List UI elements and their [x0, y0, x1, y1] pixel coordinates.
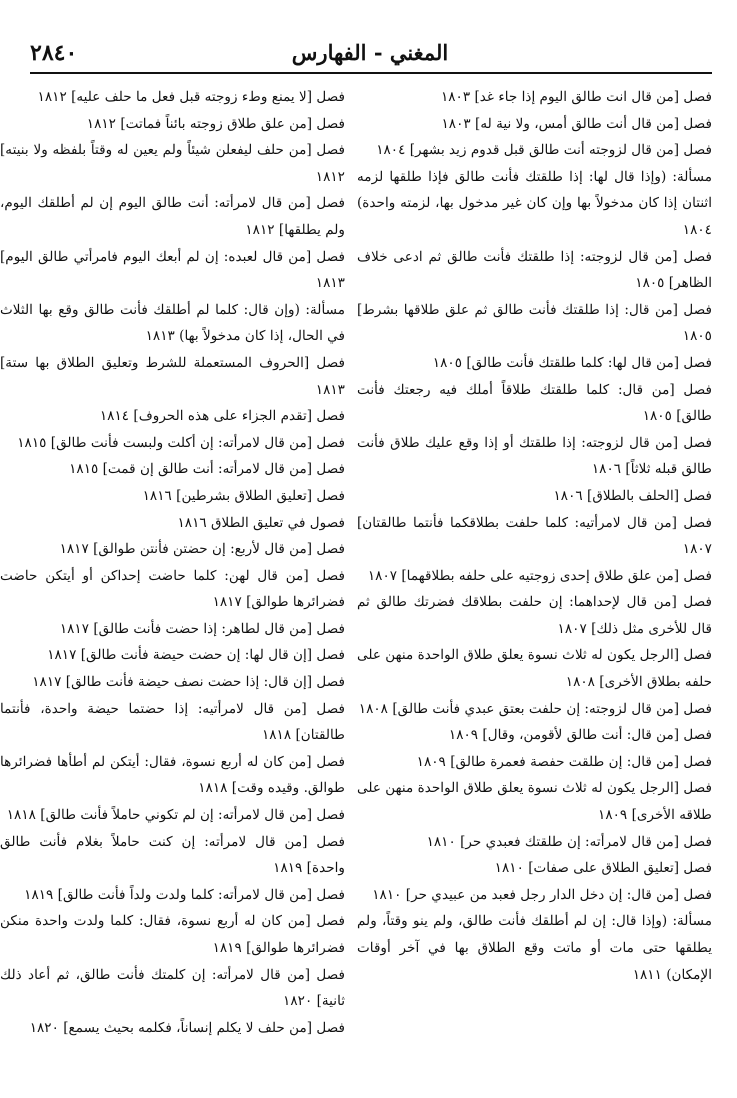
index-entry: فصل [من علق طلاق إحدى زوجتيه على حلفه بطلاقهما] ١٨٠٧	[367, 567, 712, 584]
index-entry: مسألة: (وإن قال: كلما لم أطلقك فأنت طالق وقع بها الثلاث في الحال، إذا كان مدخولاً بها) ١٨١٣	[0, 301, 345, 345]
index-entry: فصل [من قال لزوجته: إذا طلقتك أو إذا وقع عليك طلاق فأنت طالق قبله ثلاثاً] ١٨٠٦	[357, 434, 712, 478]
index-entry: فصل [من قال: إن دخل الدار رجل فعبد من عبيدي حر] ١٨١٠	[372, 886, 712, 903]
index-entry: فصل [من حلف ليفعلن شيئاً ولم يعين له وقتاً بلفظه ولا بنيته] ١٨١٢	[0, 142, 345, 185]
index-entry: فصل [من كان له أربع نسوة، فقال: كلما ولدت واحدة منكن فضرائرها طوالق] ١٨١٩	[0, 913, 345, 956]
index-entry: فصل [من قال لعبده: إن لم أبعك اليوم فامرأتي طالق اليوم] ١٨١٣	[0, 248, 345, 292]
index-entry: فصل [من كان له أربع نسوة، فقال: أيتكن لم أطأها فضرائرها طوالق. وقيده وقت] ١٨١٨	[0, 753, 345, 797]
index-entry: فصل [من قال لامرأته: إن كلمتك فأنت طالق، ثم أعاد ذلك ثانية] ١٨٢٠	[0, 966, 345, 1010]
index-entry: فصل [الحروف المستعملة للشرط وتعليق الطلاق بها ستة] ١٨١٣	[0, 354, 345, 398]
index-entry: فصل [من قال لامرأتيه: كلما حلفت بطلاقكما فأنتما طالقتان] ١٨٠٧	[357, 514, 712, 558]
index-entry: فصل [تعليق الطلاق بشرطين] ١٨١٦	[142, 487, 345, 504]
index-entry: فصول في تعليق الطلاق ١٨١٦	[177, 514, 345, 531]
page-header	[30, 40, 710, 70]
index-entry: فصل [من حلف لا يكلم إنساناً، فكلمه بحيث يسمع] ١٨٢٠	[29, 1019, 345, 1036]
index-entry: فصل [من علق طلاق زوجته بائناً فماتت] ١٨١٢	[86, 115, 345, 132]
index-entry: فصل [من قال: إذا طلقتك فأنت طالق ثم علق طلاقها بشرط] ١٨٠٥	[357, 301, 712, 345]
index-entry: فصل [من قال لزوجته: إن حلفت بعتق عبدي فأنت طالق] ١٨٠٨	[358, 700, 712, 717]
index-entry: مسألة: (وإذا قال: إن لم أطلقك فأنت طالق، ولم ينو وقتاً، ولم يطلقها حتى مات أو ماتت وقع الطلاق بها في آخر أوقات الإمكان) ١٨١١	[357, 913, 712, 983]
index-entry: فصل [من قال لامرأته: أنت طالق اليوم إن لم أطلقك اليوم، ولم يطلقها] ١٨١٢	[0, 195, 345, 238]
index-entry: فصل [من قال: إن طلقت حفصة فعمرة طالق] ١٨٠٩	[416, 753, 712, 770]
index-entry: فصل [من قال لأربع: إن حضتن فأنتن طوالق] ١٨١٧	[59, 541, 345, 558]
index-entry: فصل [لا يمنع وطء زوجته قبل فعل ما حلف عليه] ١٨١٢	[37, 89, 345, 105]
index-entry: فصل [تقدم الجزاء على هذه الحروف] ١٨١٤	[99, 408, 345, 425]
index-entry: فصل [من قال أنت طالق أمس، ولا نية له] ١٨٠٣	[441, 115, 712, 132]
header-rule	[30, 72, 712, 74]
index-entry: فصل [من قال لها: كلما طلقتك فأنت طالق] ١٨٠٥	[432, 354, 712, 371]
index-entry: فصل [من قال انت طالق اليوم إذا جاء غد] ١٨٠٣	[440, 89, 712, 105]
index-entry: فصل [من قال: كلما طلقتك طلاقاً أملك فيه رجعتك فأنت طالق] ١٨٠٥	[357, 381, 712, 425]
index-column-left	[0, 84, 345, 1041]
index-entry: فصل [من قال لامرأته: إن أكلت ولبست فأنت طالق] ١٨١٥	[17, 434, 345, 451]
index-column-right	[357, 84, 712, 988]
running-title: المغني - الفهارس	[291, 40, 449, 65]
index-entry: فصل [الرجل يكون له ثلاث نسوة يعلق طلاق الواحدة منهن على حلفه بطلاق الأخرى] ١٨٠٨	[357, 647, 712, 691]
page-number: ٢٨٤٠	[30, 40, 78, 66]
index-entry: فصل [من قال لامرأته: إن لم تكوني حاملاً فأنت طالق] ١٨١٨	[6, 807, 345, 824]
index-entry: فصل [من قال لامرأته: أنت طالق إن قمت] ١٨١٥	[69, 461, 345, 478]
index-entry: مسألة: (وإذا قال لها: إذا طلقتك فأنت طالق فإذا طلقها لزمه اثنتان إذا كان مدخولاً بها وإن كان غير مدخول بها، لزمته واحدة) ١٨٠٤	[357, 168, 712, 238]
index-entry: فصل [من قال لامرأته: إن طلقتك فعبدي حر] ١٨١٠	[426, 833, 712, 850]
index-entry: فصل [الرجل يكون له ثلاث نسوة يعلق طلاق الواحدة منهن على طلاقه الأخرى] ١٨٠٩	[357, 780, 712, 824]
index-entry: فصل [من قال لإحداهما: إن حلفت بطلاقك فضرتك طالق ثم قال للأخرى مثل ذلك] ١٨٠٧	[357, 594, 712, 637]
index-entry: فصل [من قال لامرأتيه: إذا حضتما حيضة واحدة، فأنتما طالقتان] ١٨١٨	[0, 700, 345, 744]
index-entry: فصل [من قال لطاهر: إذا حضت فأنت طالق] ١٨١٧	[59, 620, 345, 637]
index-entry: فصل [الحلف بالطلاق] ١٨٠٦	[553, 487, 712, 504]
index-entry: فصل [من قال لامرأته: إن كنت حاملاً بغلام فأنت طالق واحدة] ١٨١٩	[0, 833, 345, 877]
index-entry: فصل [من قال لهن: كلما حاضت إحداكن أو أيتكن حاضت فضرائرها طوالق] ١٨١٧	[0, 567, 345, 611]
index-entry: فصل [من قال لامرأته: كلما ولدت ولداً فأنت طالق] ١٨١٩	[24, 886, 345, 903]
index-entry: فصل [من قال لزوجته: إذا طلقتك فأنت طالق ثم ادعى خلاف الظاهر] ١٨٠٥	[357, 248, 712, 292]
index-entry: فصل [تعليق الطلاق على صفات] ١٨١٠	[494, 860, 712, 877]
index-entry: فصل [من قال لزوجته أنت طالق قبل قدوم زيد بشهر] ١٨٠٤	[376, 142, 712, 159]
index-entry: فصل [من قال: أنت طالق لأقومن، وقال] ١٨٠٩	[448, 727, 712, 744]
index-entry: فصل [إن قال: إذا حضت نصف حيضة فأنت طالق] ١٨١٧	[32, 674, 345, 691]
index-entry: فصل [إن قال لها: إن حضت حيضة فأنت طالق] ١٨١٧	[47, 647, 345, 664]
